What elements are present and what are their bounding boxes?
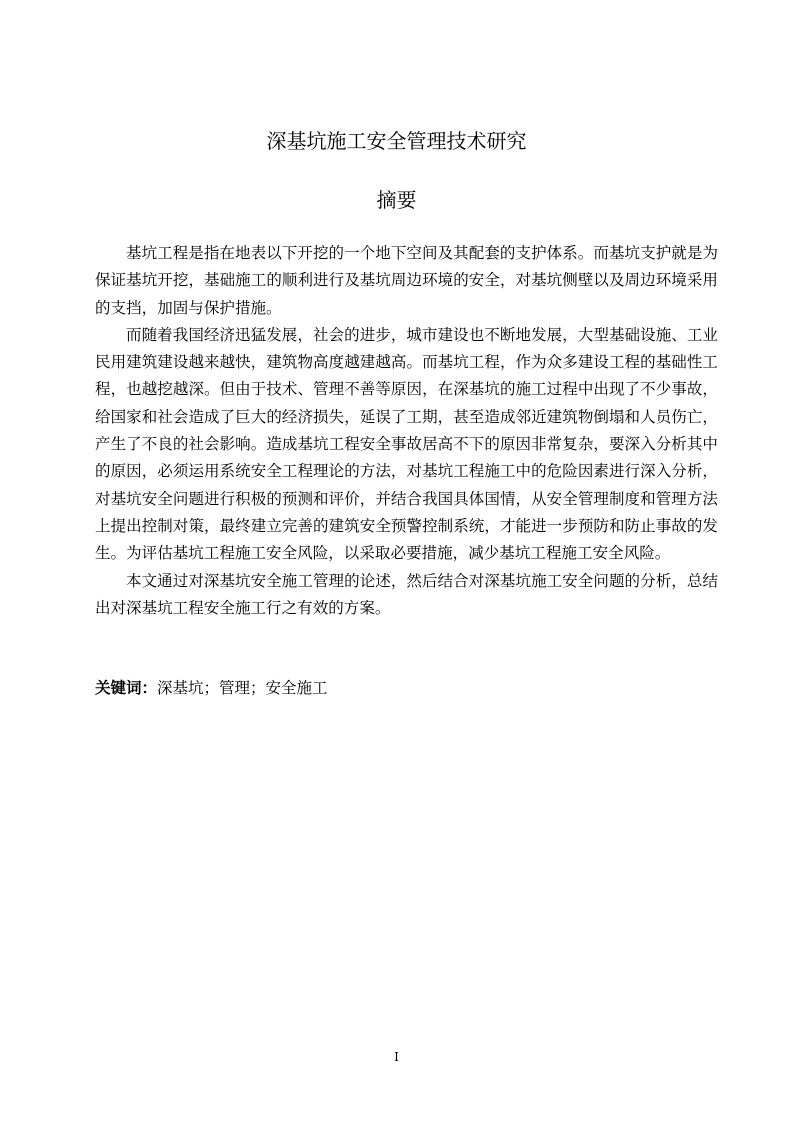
keywords-line	[95, 674, 718, 702]
abstract-paragraph-1: 基坑工程是指在地表以下开挖的一个地下空间及其配套的支护体系。而基坑支护就是为保证基坑开挖，基础施工的顺利进行及基坑周边环境的安全，对基坑侧壁以及周边环境采用的支挡，加固与保护措施。	[95, 244, 718, 317]
abstract-paragraph-2: 而随着我国经济迅猛发展，社会的进步，城市建设也不断地发展，大型基础设施、工业民用建筑建设越来越快，建筑物高度越建越高。而基坑工程，作为众多建设工程的基础性工程，也越挖越深。但由于技术、管理不善等原因，在深基坑的施工过程中出现了不少事故，给国家和社会造成了巨大的经济损失，延误了工期，甚至造成邻近建筑物倒塌和人员伤亡，产生了不良的社会影响。造成基坑工程安全事故居高不下的原因非常复杂，要深入分析其中的原因，必须运用系统安全工程理论的方法，对基坑工程施工中的危险因素进行深入分析，对基坑安全问题进行积极的预测和评价，并结合我国具体国情，从安全管理制度和管理方法上提出控制对策，最终建立完善的建筑安全预警控制系统，才能进一步预防和防止事故的发生。为评估基坑工程施工安全风险，以采取必要措施，减少基坑工程施工安全风险。	[95, 325, 718, 563]
keywords-label: 关键词：	[95, 678, 158, 697]
page-number: I	[394, 1050, 399, 1064]
abstract-heading: 摘要	[376, 188, 417, 212]
abstract-body	[95, 240, 718, 622]
abstract-paragraph-3: 本文通过对深基坑安全施工管理的论述，然后结合对深基坑施工安全问题的分析，总结出对深基坑工程安全施工行之有效的方案。	[95, 571, 718, 617]
keywords-text: 深基坑；管理；安全施工	[157, 679, 328, 697]
document-title: 深基坑施工安全管理技术研究	[266, 129, 527, 153]
